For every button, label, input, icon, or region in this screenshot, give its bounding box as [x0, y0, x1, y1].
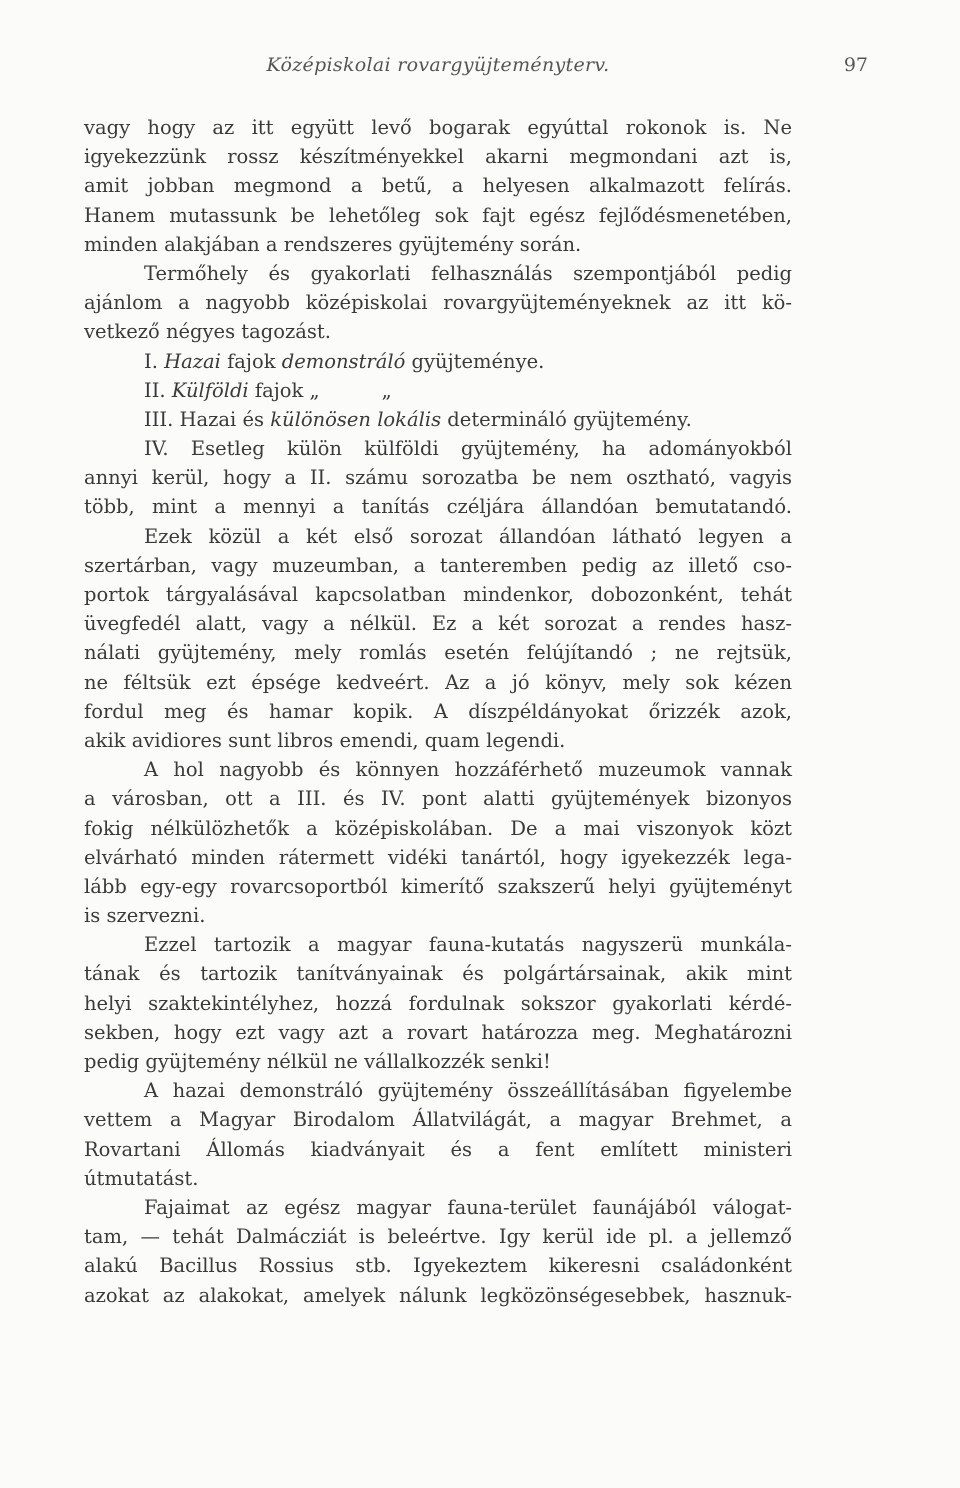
- text-line: vetkező négyes tagozást.: [84, 320, 331, 344]
- list-emphasis: Külföldi: [171, 378, 249, 402]
- text-line: azokat az alakokat, amelyek nálunk legközönségesebbek, hasznuk-: [84, 1283, 792, 1307]
- text-line: pedig gyüjtemény nélkül ne vállalkozzék senki!: [84, 1050, 551, 1073]
- ditto-marks: „ „: [309, 378, 392, 402]
- text-line: útmutatást.: [84, 1166, 199, 1190]
- text-line: fokig nélkülözhetők a középiskolában. De a mai viszonyok közt: [84, 816, 792, 840]
- text-line: is szervezni.: [84, 904, 206, 928]
- list-text: Hazai és: [179, 407, 265, 431]
- list-text: fajok: [227, 349, 276, 373]
- text-line: igyekezzünk rossz készítményekkel akarni megmondani azt is,: [84, 145, 792, 169]
- text-line: Termőhely és gyakorlati felhasználás szempontjából pedig: [144, 261, 792, 285]
- text-line: Ezek közül a két első sorozat állandóan látható legyen a: [144, 524, 792, 548]
- text-line: A hol nagyobb és könnyen hozzáférhető muzeumok vannak: [144, 758, 792, 782]
- text-line: vagy hogy az itt együtt levő bogarak egyúttal rokonok is. Ne: [84, 116, 792, 139]
- list-emphasis: Hazai: [164, 349, 221, 373]
- text-line: Rovartani Állomás kiadványait és a fent említett ministeri: [84, 1137, 792, 1161]
- text-line: helyi szaktekintélyhez, hozzá fordulnak sokszor gyakorlati kérdé-: [84, 991, 792, 1015]
- text-line: alakú Bacillus Rossius stb. Igyekeztem kikeresni családonként: [84, 1254, 792, 1278]
- list-number: II.: [144, 378, 166, 402]
- text-line: lább egy-egy rovarcsoportból kimerítő szakszerű helyi gyüjteményt: [84, 874, 792, 898]
- text-line: elvárható minden rátermett vidéki tanártól, hogy igyekezzék lega-: [84, 845, 792, 869]
- text-line: annyi kerül, hogy a II. számu sorozatba be nem osztható, vagyis: [84, 466, 792, 490]
- text-line: minden alakjában a rendszeres gyüjtemény során.: [84, 232, 582, 256]
- list-item-3: [84, 405, 792, 434]
- text-line: ne féltsük ezt épsége kedveért. Az a jó könyv, mely sok kézen: [84, 670, 792, 694]
- text-line: tam, — tehát Dalmácziát is beleértve. Igy kerül ide pl. a jellemző: [84, 1225, 792, 1249]
- text-line: Ezzel tartozik a magyar fauna-kutatás nagyszerü munkála-: [144, 933, 792, 957]
- text-line: a városban, ott a III. és IV. pont alatti gyüjtemények bizonyos: [84, 787, 792, 811]
- running-title: Középiskolai rovargyüjteményterv.: [266, 54, 610, 76]
- text-line: Fajaimat az egész magyar fauna-terület faunájából válogat-: [144, 1195, 792, 1219]
- text-line: ajánlom a nagyobb középiskolai rovargyüjteményeknek az itt kö-: [84, 291, 792, 315]
- text-line: szertárban, vagy muzeumban, a tanteremben pedig az illető cso-: [84, 553, 792, 577]
- page-header: [84, 54, 868, 84]
- text-line: nálati gyüjtemény, mely romlás esetén felújítandó ; ne rejtsük,: [84, 641, 792, 665]
- list-number: III.: [144, 407, 174, 431]
- text-line: portok tárgyalásával kapcsolatban mindenkor, dobozonként, tehát: [84, 583, 792, 606]
- list-text: fajok: [254, 378, 304, 402]
- list-number: I.: [144, 349, 158, 373]
- text-line: több, mint a mennyi a tanítás czéljára állandóan bemutatandó.: [84, 495, 792, 519]
- page-number: 97: [843, 54, 868, 76]
- list-item-1: [84, 347, 792, 376]
- text-line: sekben, hogy ezt vagy azt a rovart határozza meg. Meghatározni: [84, 1020, 792, 1044]
- list-text: gyüjteménye.: [411, 349, 545, 373]
- text-line: tának és tartozik tanítványainak és polgártársainak, akik mint: [84, 962, 792, 986]
- list-item-2: [84, 376, 792, 405]
- body-text: [84, 113, 792, 1310]
- text-line: A hazai demonstráló gyüjtemény összeállításában figyelembe: [144, 1079, 792, 1103]
- text-line: IV. Esetleg külön külföldi gyüjtemény, ha adományokból: [144, 437, 792, 461]
- list-emphasis: különösen lokális: [270, 407, 442, 431]
- text-line: üvegfedél alatt, vagy a nélkül. Ez a két sorozat a rendes hasz-: [84, 612, 792, 636]
- list-emphasis: demonstráló: [281, 349, 406, 373]
- text-line: fordul meg és hamar kopik. A díszpéldányokat őrizzék azok,: [84, 699, 792, 723]
- list-text: determináló gyüjtemény.: [447, 407, 692, 431]
- text-line: akik avidiores sunt libros emendi, quam legendi.: [84, 728, 566, 752]
- text-line: amit jobban megmond a betű, a helyesen alkalmazott felírás.: [84, 174, 792, 198]
- text-line: Hanem mutassunk be lehetőleg sok fajt egész fejlődésmenetében,: [84, 203, 792, 227]
- text-line: vettem a Magyar Birodalom Állatvilágát, a magyar Brehmet, a: [84, 1108, 792, 1132]
